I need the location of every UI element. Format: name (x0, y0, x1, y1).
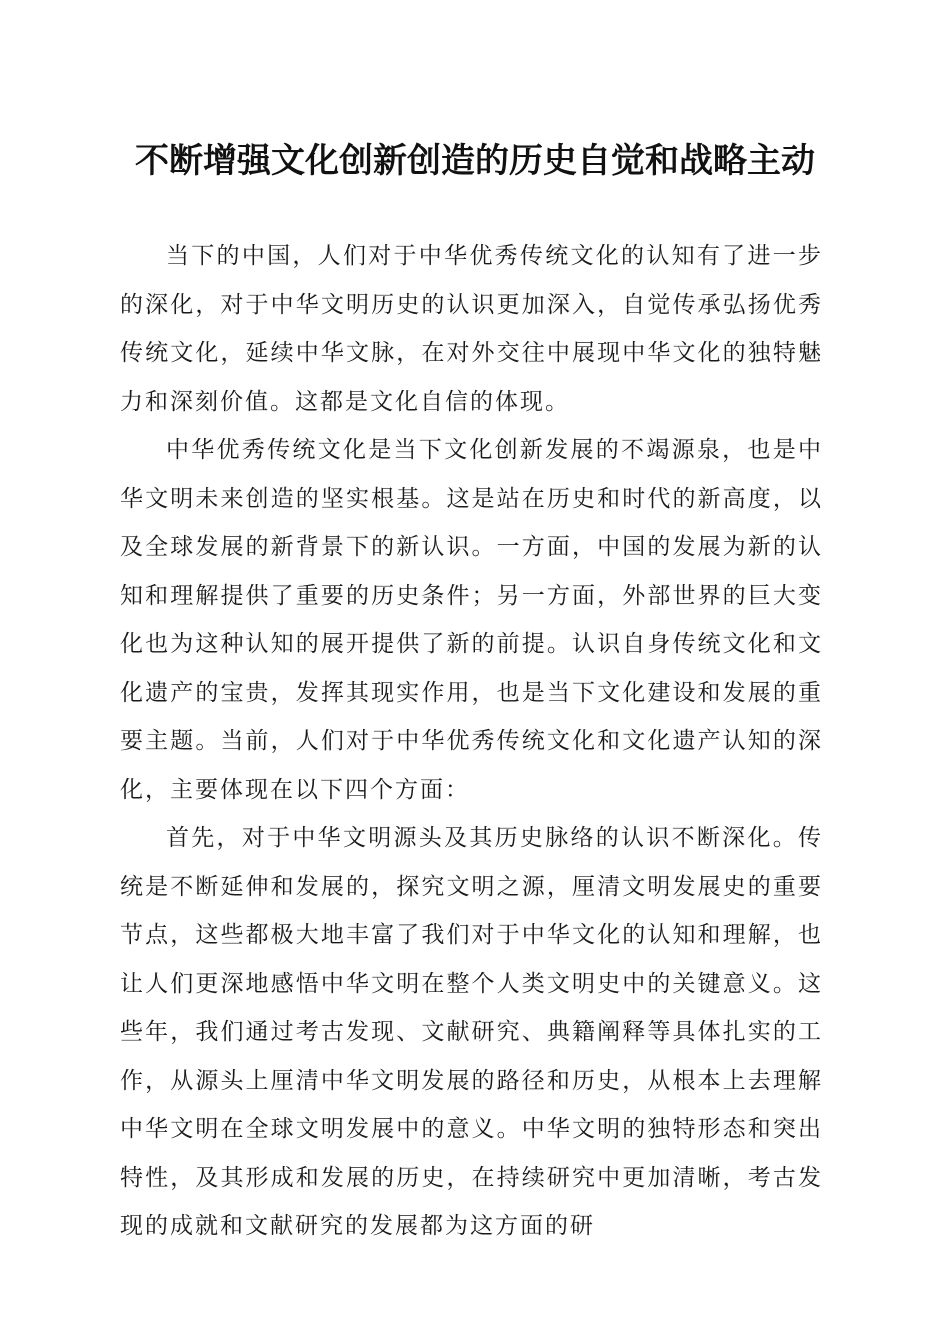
document-body (120, 232, 823, 1251)
paragraph-1: 当下的中国，人们对于中华优秀传统文化的认知有了进一步的深化，对于中华文明历史的认识更加深入，自觉传承弘扬优秀传统文化，延续中华文脉，在对外交往中展现中华文化的独特魅力和深刻价值。这都是文化自信的体现。 (120, 243, 823, 415)
paragraph-2: 中华优秀传统文化是当下文化创新发展的不竭源泉，也是中华文明未来创造的坚实根基。这是站在历史和时代的新高度，以及全球发展的新背景下的新认识。一方面，中国的发展为新的认知和理解提供了重要的历史条件；另一方面，外部世界的巨大变化也为这种认知的展开提供了新的前提。认识自身传统文化和文化遗产的宝贵，发挥其现实作用，也是当下文化建设和发展的重要主题。当前，人们对于中华优秀传统文化和文化遗产认知的深化，主要体现在以下四个方面： (120, 437, 823, 803)
document-title: 不断增强文化创新创造的历史自觉和战略主动 (135, 141, 815, 181)
paragraph-3: 首先，对于中华文明源头及其历史脉络的认识不断深化。传统是不断延伸和发展的，探究文明之源，厘清文明发展史的重要节点，这些都极大地丰富了我们对于中华文化的认知和理解，也让人们更深地感悟中华文明在整个人类文明史中的关键意义。这些年，我们通过考古发现、文献研究、典籍阐释等具体扎实的工作，从源头上厘清中华文明发展的路径和历史，从根本上去理解中华文明在全球文明发展中的意义。中华文明的独特形态和突出特性，及其形成和发展的历史，在持续研究中更加清晰，考古发现的成就和文献研究的发展都为这方面的研 (120, 825, 823, 1239)
